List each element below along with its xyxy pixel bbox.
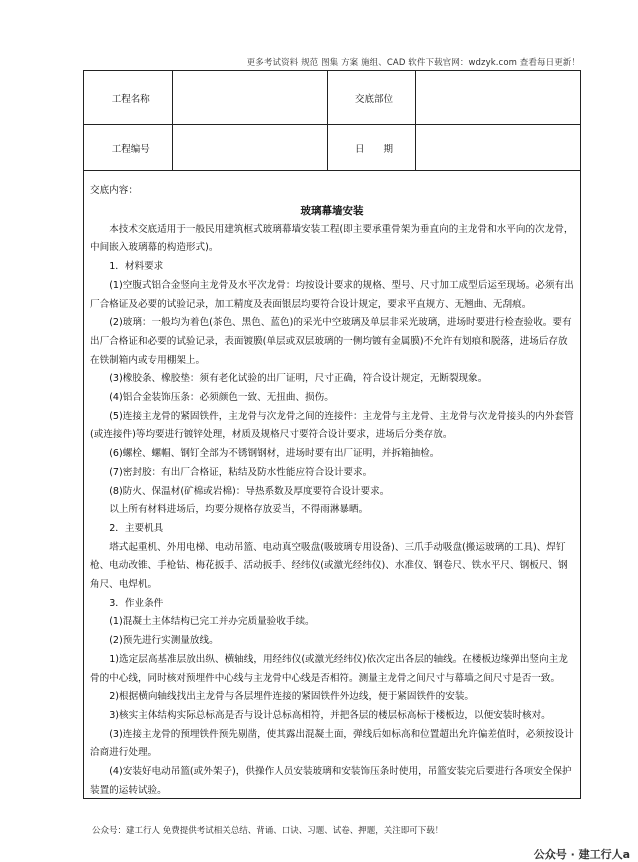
section-heading-materials: 1．材料要求 <box>109 261 164 273</box>
paragraph-item: (1)混凝土主体结构已完工并办完质量验收手续。 <box>109 616 315 628</box>
paragraph-item: 1)选定层高基准层放出纵、横轴线，用经纬仪(或激光经纬仪)依次定出各层的轴线。在楼板边缘弹出竖向主龙骨的中心线，同时核对预埋件中心线与主龙骨中心线是否相符。测量主龙骨之间尺寸与幕墙之间尺寸是否一致。 <box>90 653 568 684</box>
project-no-value <box>172 125 327 171</box>
paragraph-item: (4)安装好电动吊篮(或外架子)，供操作人员安装玻璃和安装饰压条时使用，吊篮安装完后要进行各项安全保护装置的运转试验。 <box>90 766 572 796</box>
paragraph-item: 以上所有材料进场后，均要分规格存放妥当，不得雨淋暴晒。 <box>109 504 369 516</box>
paragraph-item: (2)预先进行实测量放线。 <box>109 635 219 647</box>
paragraph-item: (4)铝合金装饰压条：必须颜色一致、无扭曲、损伤。 <box>109 392 334 404</box>
paragraph-item: (8)防火、保温材(矿棉或岩棉)：导热系数及厚度要符合设计要求。 <box>109 485 390 497</box>
paragraph-item: (2)玻璃：一般均为着色(茶色、黑色、蓝色)的采光中空玻璃及单层非采光玻璃，进场时要进行检查验收。要有出厂合格证和必要的试验记录，表面镀膜(单层或双层玻璃的一侧均镀有金属膜)不允许有划痕和脱落，进场后存放在铁制箱内或专用棚架上。 <box>90 317 572 366</box>
paragraph-item: (5)连接主龙骨的紧固铁件，主龙骨与次龙骨之间的连接件：主龙骨与主龙骨、主龙骨与次龙骨接头的内外套管(或连接件)等均要进行镀锌处理，材质及规格尺寸要符合设计要求，进场后分类存放。 <box>90 410 574 441</box>
paragraph-item: (3)橡胶条、橡胶垫：须有老化试验的出厂证明，尺寸正确，符合设计规定，无断裂现象。 <box>109 373 488 385</box>
document-title: 玻璃幕墙安装 <box>300 204 364 217</box>
paragraph-item: 2)根据横向轴线找出主龙骨与各层埋件连接的紧固铁件外边线，便于紧固铁件的安装。 <box>109 691 475 703</box>
handover-part-value <box>415 71 580 125</box>
date-value <box>415 125 580 171</box>
header-table <box>84 71 580 171</box>
paragraph-item: 塔式起重机、外用电梯、电动吊篮、电动真空吸盘(吸玻璃专用设备)、三爪手动吸盘(搬运玻璃的工具)、焊钉枪、电动改锥、手枪钻、梅花扳手、活动扳手、经纬仪(或激光经纬仪)、水准仪、钢卷尺、铁水平尺、钢板尺、钢角尺、电焊机。 <box>90 541 568 591</box>
footer-note: 公众号：建工行人 免费提供考试相关总结、背诵、口诀、习题、试卷、押题，关注即可下载！ <box>92 826 444 836</box>
date-label: 日 期 <box>327 125 415 171</box>
site-banner: 更多考试资料 规范 图集 方案 施组、CAD 软件下载官网：wdzyk.com 查看每日更新！ <box>246 58 580 68</box>
paragraph-item: (1)空腹式铝合金竖向主龙骨及水平次龙骨：均按设计要求的规格、型号、尺寸加工成型后运至现场。必须有出厂合格证及必要的试验记录，加工精度及表面银层均要符合设计规定，要求平直规方、无翘曲、无刮痕。 <box>90 279 574 310</box>
paragraph-item: (7)密封胶：有出厂合格证，粘结及防水性能应符合设计要求。 <box>109 466 373 478</box>
handover-form <box>83 70 581 799</box>
handover-content <box>84 171 580 801</box>
watermark: 公众号 · 建工行人a <box>533 848 630 861</box>
project-name-value <box>172 71 327 125</box>
project-name-label: 工程名称 <box>84 71 172 125</box>
project-no-label: 工程编号 <box>84 125 172 171</box>
paragraph-item: (6)螺栓、螺帽、钢钉全部为不锈钢钢材，进场时要有出厂证明，并拆箱抽检。 <box>109 448 440 460</box>
paragraph-item: (3)连接主龙骨的预埋铁件预先剔凿，使其露出混凝土面，弹线后如标高和位置超出允许偏差值时，必须按设计洽商进行处理。 <box>90 728 574 759</box>
section-heading-conditions: 3．作业条件 <box>109 597 164 609</box>
section-heading-tools: 2．主要机具 <box>109 522 164 534</box>
handover-content-label: 交底内容： <box>90 185 138 196</box>
paragraph-item: 3)核实主体结构实际总标高是否与设计总标高相符，并把各层的楼层标高标于楼板边，以便安装时核对。 <box>109 709 551 721</box>
handover-part-label: 交底部位 <box>327 71 415 125</box>
paragraph-scope: 本技术交底适用于一般民用建筑框式玻璃幕墙安装工程(即主要承重骨架为垂直向的主龙骨和水平向的次龙骨，中间嵌入玻璃幕的构造形式)。 <box>90 223 574 254</box>
